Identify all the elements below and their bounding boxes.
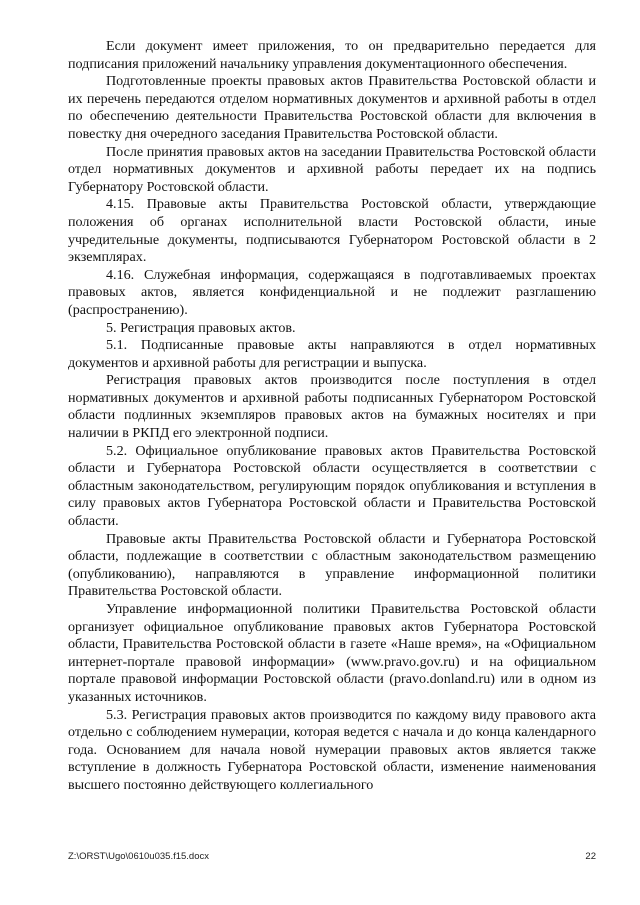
page-number: 22 — [585, 851, 596, 862]
page-footer — [68, 851, 596, 862]
paragraph-drafts-transfer: Подготовленные проекты правовых актов Правительства Ростовской области и их перечень передаются отделом нормативных документов и архивной работы в отдел по обеспечению деятельности Правительства Ростовской области для включения в повестку дня очередного заседания Правительства Ростовской области. — [68, 73, 596, 142]
paragraph-5-1: 5.1. Подписанные правовые акты направляются в отдел нормативных документов и архивной работы для регистрации и выпуска. — [68, 337, 596, 371]
paragraph-5-3: 5.3. Регистрация правовых актов производится по каждому виду правового акта отдельно с соблюдением нумерации, которая ведется с начала и до конца календарного года. Основанием для начала новой нумерации правовых актов является также вступление в должность Губернатора Ростовской области, изменение наименования высшего постоянно действующего коллегиального — [68, 706, 596, 793]
paragraph-4-15: 4.15. Правовые акты Правительства Ростовской области, утверждающие положения об органах исполнительной власти Ростовской области, иные учредительные документы, подписываются Губернатором Ростовской области в 2 экземплярах. — [68, 196, 596, 266]
footer-file-path: Z:\ORST\Ugo\0610u035.f15.docx — [68, 851, 209, 862]
paragraph-4-16: 4.16. Служебная информация, содержащаяся в подготавливаемых проектах правовых актов, является конфиденциальной и не подлежит разглашению (распространению). — [68, 266, 596, 318]
paragraph-attachments: Если документ имеет приложения, то он предварительно передается для подписания приложений начальнику управления документационного обеспечения. — [68, 38, 596, 72]
paragraph-publication-direction: Правовые акты Правительства Ростовской области и Губернатора Ростовской области, подлежащие в соответствии с областным законодательством размещению (опубликованию), направляются в управление информационной политики Правительства Ростовской области. — [68, 530, 596, 600]
paragraph-after-adoption: После принятия правовых актов на заседании Правительства Ростовской области отдел нормативных документов и архивной работы передает их на подпись Губернатору Ростовской области. — [68, 143, 596, 195]
paragraph-info-policy: Управление информационной политики Правительства Ростовской области организует официальное опубликование правовых актов Губернатора Ростовской области, Правительства Ростовской области в газете «Наше время», на «Официальном интернет-портале правовой информации» (www.pravo.gov.ru) и на официальном портале правовой информации Ростовской области (pravo.donland.ru) или в одном из указанных источников. — [68, 601, 596, 705]
document-body — [68, 38, 596, 795]
section-5-heading: 5. Регистрация правовых актов. — [106, 319, 296, 336]
paragraph-5-2: 5.2. Официальное опубликование правовых актов Правительства Ростовской области и Губернатора Ростовской области осуществляется в соответствии с областным законодательством, регулирующим порядок опубликования и вступления в силу правовых актов Губернатора Ростовской области и Правительства Ростовской области. — [68, 442, 596, 530]
paragraph-registration: Регистрация правовых актов производится после поступления в отдел нормативных документов и архивной работы подписанных Губернатором Ростовской области подлинных экземпляров правовых актов на бумажных носителях и при наличии в РКПД его электронной подписи. — [68, 372, 596, 442]
